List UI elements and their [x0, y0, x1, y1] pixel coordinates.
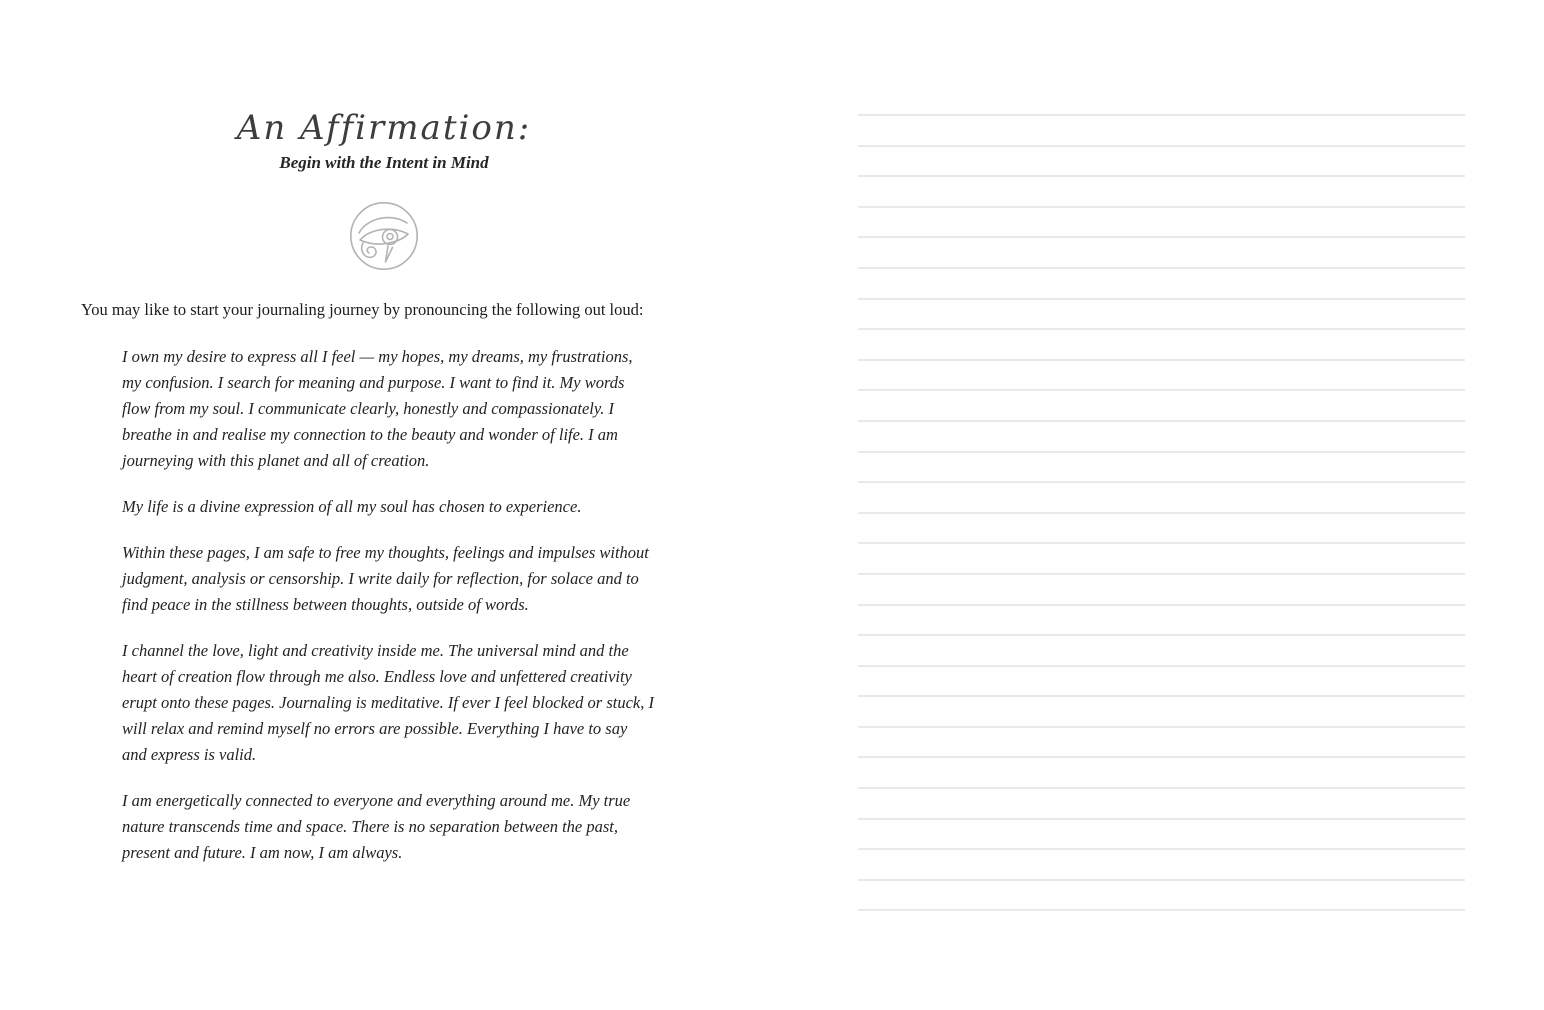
- ruled-line: [858, 389, 1465, 420]
- ruled-line: [858, 298, 1465, 329]
- eye-of-horus-icon: [348, 200, 420, 272]
- ruled-line: [858, 328, 1465, 359]
- page-title: An Affirmation:: [236, 108, 532, 148]
- ruled-line: [858, 604, 1465, 635]
- affirmation-paragraph: Within these pages, I am safe to free my thoughts, feelings and impulses without judgment, analysis or censorship. I write daily for reflection, for solace and to find peace in the stillness between thoughts, outside of words.: [122, 543, 649, 614]
- ruled-line: [858, 512, 1465, 543]
- ruled-line: [858, 909, 1465, 940]
- ruled-line: [858, 756, 1465, 787]
- affirmation-paragraph: I own my desire to express all I feel — my hopes, my dreams, my frustrations, my confusion. I search for meaning and purpose. I want to find it. My words flow from my soul. I communicate clearly, honestly and compassionately. I breathe in and realise my connection to the beauty and wonder of life. I am journeying with this planet and all of creation.: [122, 347, 633, 470]
- ruled-line: [858, 267, 1465, 298]
- affirmation-paragraph: I channel the love, light and creativity inside me. The universal mind and the heart of creation flow through me also. Endless love and unfettered creativity erupt onto these pages. Journaling is meditative. If ever I feel blocked or stuck, I will relax and remind myself no errors are possible. Everything I have to say and express is valid.: [122, 641, 654, 764]
- ruled-line: [858, 359, 1465, 390]
- ruled-line: [858, 481, 1465, 512]
- title-block: [81, 110, 687, 173]
- ruled-line: [858, 695, 1465, 726]
- ruled-line: [858, 879, 1465, 910]
- ruled-line: [858, 206, 1465, 237]
- intro-text: You may like to start your journaling journey by pronouncing the following out loud:: [81, 300, 644, 319]
- right-page: [772, 0, 1544, 1010]
- ruled-line: [858, 236, 1465, 267]
- ruled-line: [858, 114, 1465, 145]
- page-subtitle: Begin with the Intent in Mind: [279, 153, 489, 173]
- ruled-line: [858, 542, 1465, 573]
- affirmation-paragraphs: [122, 344, 654, 886]
- ruled-line: [858, 787, 1465, 818]
- ruled-line: [858, 726, 1465, 757]
- ruled-line: [858, 818, 1465, 849]
- ruled-line: [858, 665, 1465, 696]
- affirmation-paragraph: I am energetically connected to everyone and everything around me. My true nature transcends time and space. There is no separation between the past, present and future. I am now, I am always.: [122, 791, 631, 862]
- ruled-lines: [858, 114, 1465, 940]
- ruled-line: [858, 420, 1465, 451]
- ruled-line: [858, 145, 1465, 176]
- ruled-line: [858, 451, 1465, 482]
- ruled-line: [858, 848, 1465, 879]
- ruled-line: [858, 175, 1465, 206]
- ruled-line: [858, 573, 1465, 604]
- ruled-line: [858, 634, 1465, 665]
- affirmation-paragraph: My life is a divine expression of all my soul has chosen to experience.: [122, 497, 582, 516]
